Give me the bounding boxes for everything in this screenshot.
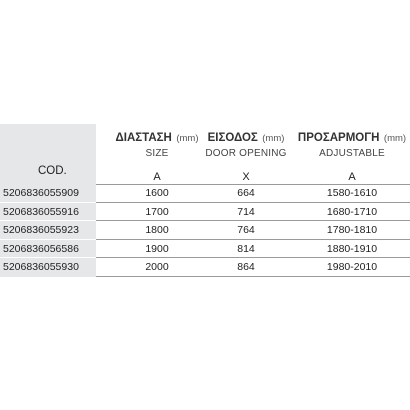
product-code: 5206836055930 bbox=[0, 258, 96, 277]
opening-header-unit: (mm) bbox=[262, 133, 285, 144]
size-header-greek: ΔΙΑΣΤΑΣΗ bbox=[115, 132, 172, 144]
adjustable-value: 1580-1610 bbox=[326, 187, 378, 199]
size-header-letter: A bbox=[153, 171, 161, 183]
size-header-english: SIZE bbox=[145, 148, 169, 159]
product-code: 5206836055916 bbox=[0, 203, 96, 222]
adjustable-column-header bbox=[294, 130, 410, 184]
table-row bbox=[0, 240, 410, 259]
adjustable-value: 1680-1710 bbox=[326, 205, 378, 218]
size-header-unit: (mm) bbox=[176, 133, 199, 144]
opening-value: 814 bbox=[237, 242, 255, 255]
adjustable-header-unit: (mm) bbox=[383, 133, 407, 144]
table-row bbox=[0, 184, 410, 203]
adjustable-header-greek: ΠΡΟΣΑΡΜΟΓΗ bbox=[297, 132, 380, 144]
size-value: 1800 bbox=[145, 224, 169, 236]
code-column-header-bg bbox=[0, 124, 96, 184]
product-code: 5206836055909 bbox=[0, 184, 96, 203]
adjustable-value: 1980-2010 bbox=[326, 261, 378, 273]
adjustable-header-english: ADJUSTABLE bbox=[319, 148, 385, 159]
opening-value: 664 bbox=[237, 187, 255, 199]
size-value: 1600 bbox=[145, 187, 169, 199]
table-header bbox=[0, 124, 410, 184]
size-value: 1700 bbox=[145, 205, 169, 218]
row-divider bbox=[96, 276, 410, 277]
adjustable-value: 1880-1910 bbox=[326, 242, 378, 255]
table-row bbox=[0, 203, 410, 222]
size-value: 2000 bbox=[145, 261, 169, 273]
opening-value: 714 bbox=[237, 205, 255, 218]
product-code: 5206836056586 bbox=[0, 240, 96, 259]
opening-value: 764 bbox=[237, 224, 255, 236]
spec-table bbox=[0, 124, 410, 277]
opening-header-greek: ΕΙΣΟΔΟΣ bbox=[207, 132, 258, 144]
table-row bbox=[0, 258, 410, 277]
opening-header-letter: X bbox=[242, 171, 250, 183]
opening-column-header bbox=[196, 130, 296, 184]
code-column-label: COD. bbox=[38, 165, 67, 177]
table-row bbox=[0, 221, 410, 240]
opening-header-english: DOOR OPENING bbox=[205, 148, 287, 159]
adjustable-header-letter: A bbox=[348, 171, 356, 183]
opening-value: 864 bbox=[237, 261, 255, 273]
product-code: 5206836055923 bbox=[0, 221, 96, 240]
adjustable-value: 1780-1810 bbox=[326, 224, 378, 236]
size-value: 1900 bbox=[145, 242, 169, 255]
